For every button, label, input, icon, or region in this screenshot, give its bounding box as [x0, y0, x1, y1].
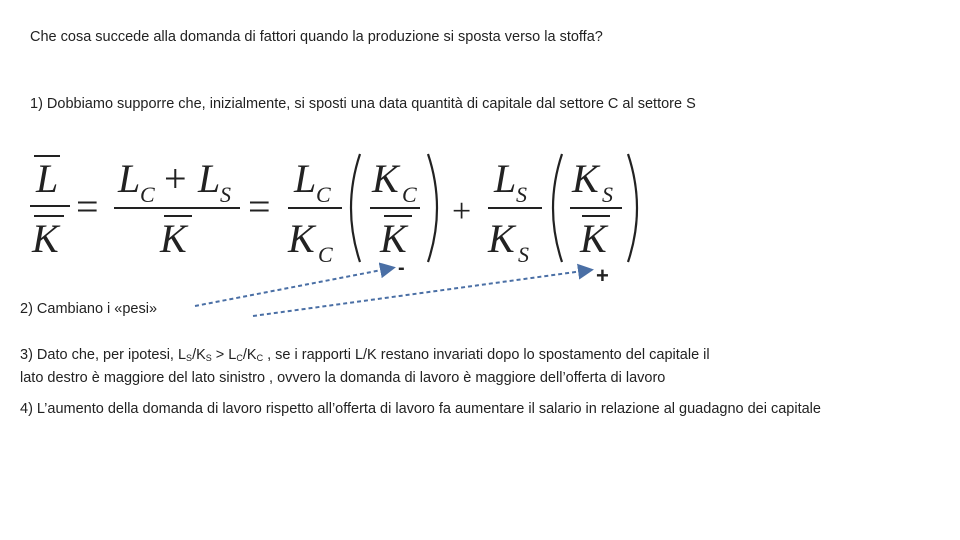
- step-3-line-1: 3) Dato che, per ipotesi, $L_S/K_S > L_C/K_C$ , se i rapporti L/K restano invariati dopo lo spostamento del capitale il: [20, 347, 710, 363]
- plus-mark: +: [596, 263, 609, 288]
- t1-den: K: [288, 216, 315, 261]
- mid-num-b-sub: S: [220, 182, 231, 207]
- mid-num-b: L: [198, 156, 221, 201]
- t1-num: L: [294, 156, 317, 201]
- t1-num-sub: C: [316, 182, 331, 207]
- t2-in-num: K: [572, 156, 599, 201]
- plus-sign: +: [452, 193, 472, 230]
- t1-in-num: K: [372, 156, 399, 201]
- step-1-text: 1) Dobbiamo supporre che, inizialmente, si sposti una data quantità di capitale dal settore C al settore S: [30, 96, 696, 112]
- minus-mark: -: [398, 257, 405, 279]
- lhs-denominator: K: [32, 216, 59, 261]
- t2-in-den: K: [580, 216, 607, 261]
- mid-den: K: [160, 216, 187, 261]
- t1-in-num-sub: C: [402, 182, 417, 207]
- mid-num-a-sub: C: [140, 182, 155, 207]
- t2-in-num-sub: S: [602, 182, 613, 207]
- mid-plus: +: [164, 156, 187, 201]
- arrow-to-plus: [253, 270, 590, 316]
- lhs-numerator: L: [36, 156, 59, 201]
- step-2-text: 2) Cambiano i «pesi»: [20, 301, 158, 317]
- t2-num-sub: S: [516, 182, 527, 207]
- mid-num-a: L: [118, 156, 141, 201]
- t1-den-sub: C: [318, 242, 333, 267]
- arrow-to-minus: [195, 268, 392, 306]
- t1-in-den: K: [380, 216, 407, 261]
- question-text: Che cosa succede alla domanda di fattori quando la produzione si sposta verso la stoffa?: [30, 29, 603, 45]
- step-4-text: 4) L’aumento della domanda di lavoro rispetto all’offerta di lavoro fa aumentare il salario in relazione al guadagno dei capitale: [20, 401, 821, 417]
- equals-sign-2: =: [248, 184, 271, 229]
- t2-num: L: [494, 156, 517, 201]
- t2-den-sub: S: [518, 242, 529, 267]
- equals-sign-1: =: [76, 184, 99, 229]
- t2-den: K: [488, 216, 515, 261]
- step-3-line-2: lato destro è maggiore del lato sinistro , ovvero la domanda di lavoro è maggiore dell’offerta di lavoro: [20, 370, 666, 386]
